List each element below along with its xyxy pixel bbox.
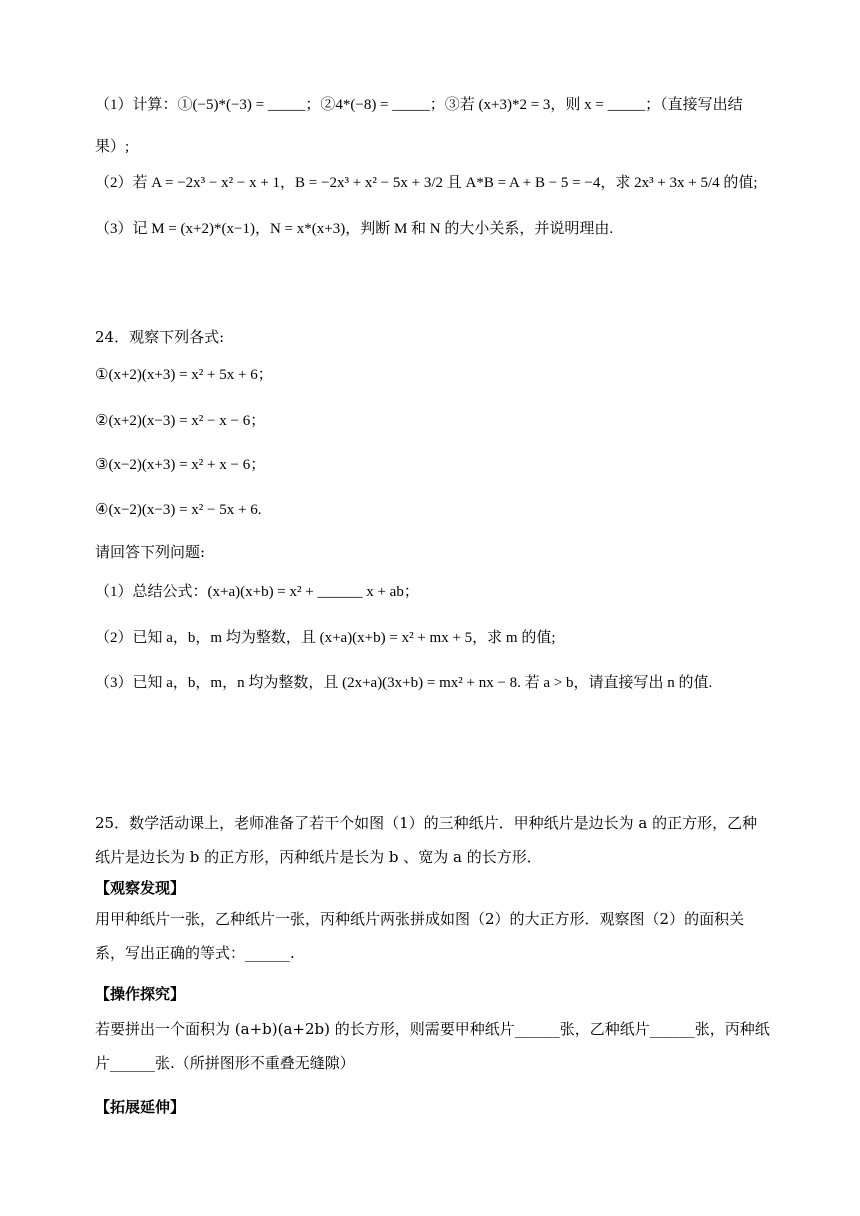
q23-part2: （2）若 A = −2x³ − x² − x + 1，B = −2x³ + x² − 5x + 3/2 且 A*B = A + B − 5 = −4，求 2x³ + 3x + 5/4 的值;	[95, 175, 758, 191]
q24-eq4: ④(x−2)(x−3) = x² − 5x + 6.	[95, 502, 262, 518]
q24-part3: （3）已知 a，b，m，n 均为整数，且 (2x+a)(3x+b) = mx² + nx − 8. 若 a > b，请直接写出 n 的值.	[95, 675, 713, 691]
q24-eq1: ①(x+2)(x+3) = x² + 5x + 6；	[95, 367, 273, 383]
q25-heading-observe: 【观察发现】	[95, 879, 186, 897]
q24-prompt: 请回答下列问题:	[95, 543, 206, 561]
q25-heading-extend: 【拓展延伸】	[95, 1098, 186, 1116]
q24-part1: （1）总结公式：(x+a)(x+b) = x² + ______ x + ab；	[95, 584, 419, 600]
q23-part1-line1: （1）计算：①(−5)*(−3) = _____；②4*(−8) = _____；③若 (x+3)*2 = 3，则 x = _____；（直接写出结	[95, 97, 743, 113]
q23-part3: （3）记 M = (x+2)*(x−1)，N = x*(x+3)，判断 M 和 N 的大小关系，并说明理由.	[95, 221, 614, 237]
q24-eq3: ③(x−2)(x+3) = x² + x − 6；	[95, 457, 266, 473]
q24-part2: （2）已知 a，b，m 均为整数，且 (x+a)(x+b) = x² + mx + 5，求 m 的值;	[95, 630, 556, 646]
q25-observe-text: 用甲种纸片一张，乙种纸片一张，丙种纸片两张拼成如图（2）的大正方形．观察图（2）的面积关系，写出正确的等式：______.	[95, 910, 745, 962]
q24-eq2: ②(x+2)(x−3) = x² − x − 6；	[95, 413, 266, 429]
q25-operate-text: 若要拼出一个面积为 (a+b)(a+2b) 的长方形，则需要甲种纸片______张，乙种纸片______张，丙种纸片______张.（所拼图形不重叠无缝隙）	[95, 1020, 770, 1072]
q25-intro: 25．数学活动课上，老师准备了若干个如图（1）的三种纸片．甲种纸片是边长为 a 的正方形，乙种纸片是边长为 b 的正方形，丙种纸片是长为 b 、宽为 a 的长方形．	[95, 814, 758, 866]
q24-title: 24．观察下列各式:	[95, 328, 225, 346]
q23-part1-line2: 果）;	[95, 139, 130, 155]
q25-heading-operate: 【操作探究】	[95, 985, 186, 1003]
